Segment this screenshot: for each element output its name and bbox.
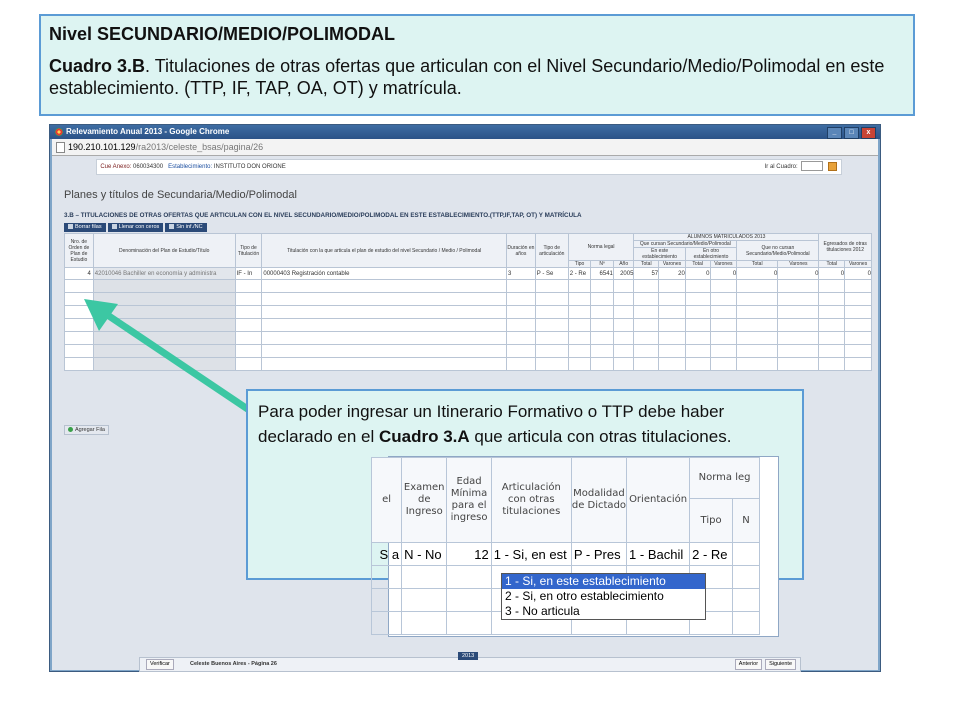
inset-cell-tipo[interactable]: 2 - Re <box>690 543 733 566</box>
cell-tipo-articulacion[interactable]: P - Se <box>535 268 568 280</box>
empty-cell[interactable] <box>845 293 872 306</box>
empty-cell[interactable] <box>568 358 591 371</box>
empty-cell[interactable] <box>737 332 778 345</box>
empty-cell[interactable] <box>819 332 845 345</box>
empty-cell[interactable] <box>535 358 568 371</box>
empty-cell[interactable] <box>93 345 235 358</box>
empty-cell[interactable] <box>568 293 591 306</box>
empty-cell[interactable] <box>235 319 262 332</box>
empty-cell[interactable] <box>778 280 819 293</box>
callout-text: Para poder ingresar un Itinerario Formativo o TTP debe haber declarado en el Cuadro 3.A que articula con otras titulaciones. <box>258 402 732 446</box>
previous-button[interactable]: Anterior <box>735 659 762 670</box>
col-nro-norma: Nº <box>591 261 614 268</box>
inset-cell-orientacion[interactable]: 1 - Bachil <box>627 543 690 566</box>
col-en-este: En este establecimiento <box>634 248 685 261</box>
col-nro: Nro. de Orden de Plan de Estudio <box>65 234 94 268</box>
empty-cell[interactable] <box>685 306 710 319</box>
empty-cell[interactable] <box>93 293 235 306</box>
table-toolbar <box>64 223 209 232</box>
cell-nro-norma[interactable]: 6541 <box>591 268 614 280</box>
page-title: Planes y títulos de Secundaria/Medio/Polimodal <box>64 189 297 201</box>
footer-page-label: Celeste Buenos Aires - Página 26 <box>190 661 277 667</box>
inset-col-edad: Edad Mínima para el ingreso <box>447 458 491 543</box>
empty-cell[interactable] <box>65 293 94 306</box>
empty-cell[interactable] <box>262 358 507 371</box>
cell-value[interactable]: 57 <box>634 268 659 280</box>
inset-col-modalidad: Modalidad de Dictado <box>571 458 626 543</box>
col-varones: Varones <box>710 261 737 268</box>
year-badge: 2013 <box>458 652 478 660</box>
empty-cell[interactable] <box>535 345 568 358</box>
option-si-otro[interactable]: 2 - Si, en otro establecimiento <box>505 589 664 603</box>
empty-cell[interactable] <box>507 332 536 345</box>
empty-cell[interactable] <box>535 306 568 319</box>
col-alumnos: ALUMNOS MATRICULADOS 2013 <box>634 234 819 241</box>
empty-cell[interactable] <box>819 319 845 332</box>
col-tipo-titulacion: Tipo de Titulación <box>235 234 262 268</box>
cell-value[interactable]: 20 <box>659 268 686 280</box>
verify-button[interactable]: Verificar <box>146 659 174 670</box>
empty-cell[interactable] <box>235 306 262 319</box>
inset-cell-cut[interactable]: S a <box>372 543 402 566</box>
empty-cell[interactable] <box>737 345 778 358</box>
window-titlebar <box>50 125 880 139</box>
empty-cell[interactable] <box>659 280 686 293</box>
empty-cell[interactable] <box>568 280 591 293</box>
empty-cell[interactable] <box>634 319 659 332</box>
empty-cell[interactable] <box>634 332 659 345</box>
empty-cell[interactable] <box>591 319 614 332</box>
option-no-articula[interactable]: 3 - No articula <box>505 604 580 618</box>
empty-cell[interactable] <box>710 319 737 332</box>
empty-cell[interactable] <box>613 332 634 345</box>
col-anio: Año <box>613 261 634 268</box>
goto-input[interactable] <box>801 161 823 171</box>
empty-rows <box>65 280 872 371</box>
page-footer <box>139 653 801 672</box>
empty-cell[interactable] <box>235 345 262 358</box>
empty-cell[interactable] <box>819 280 845 293</box>
goto-cuadro <box>765 160 837 174</box>
empty-row[interactable] <box>65 358 872 371</box>
inset-col-n: N <box>732 499 759 543</box>
inset-col-norma: Norma leg <box>690 458 760 499</box>
empty-cell[interactable] <box>737 280 778 293</box>
option-si-este[interactable]: 1 - Si, en este establecimiento <box>502 574 705 589</box>
cell-tipo[interactable]: 2 - Re <box>568 268 591 280</box>
inset-cell-edad[interactable]: 12 <box>447 543 491 566</box>
empty-cell[interactable] <box>737 306 778 319</box>
empty-cell[interactable] <box>710 358 737 371</box>
empty-cell[interactable] <box>737 319 778 332</box>
empty-cell[interactable] <box>778 319 819 332</box>
inset-cell-examen[interactable]: N - No <box>402 543 447 566</box>
empty-cell[interactable] <box>507 280 536 293</box>
empty-cell[interactable] <box>845 319 872 332</box>
inset-col-orientacion: Orientación <box>627 458 690 543</box>
empty-cell[interactable] <box>685 358 710 371</box>
empty-cell[interactable] <box>507 319 536 332</box>
empty-cell[interactable] <box>613 293 634 306</box>
delete-icon <box>68 224 73 229</box>
empty-cell[interactable] <box>737 358 778 371</box>
titulaciones-table <box>64 233 872 371</box>
empty-cell[interactable] <box>591 345 614 358</box>
empty-cell[interactable] <box>93 332 235 345</box>
empty-cell[interactable] <box>262 280 507 293</box>
empty-cell[interactable] <box>568 332 591 345</box>
empty-cell[interactable] <box>65 345 94 358</box>
empty-cell[interactable] <box>93 358 235 371</box>
empty-cell[interactable] <box>634 306 659 319</box>
empty-cell[interactable] <box>591 358 614 371</box>
empty-row[interactable] <box>65 293 872 306</box>
inset-col-articulacion: Articulación con otras titulaciones <box>491 458 571 543</box>
empty-cell[interactable] <box>845 280 872 293</box>
empty-cell[interactable] <box>659 319 686 332</box>
cell-tipo-titulacion[interactable]: IF - In <box>235 268 262 280</box>
empty-cell[interactable] <box>507 345 536 358</box>
empty-cell[interactable] <box>93 306 235 319</box>
page-icon <box>56 142 65 153</box>
empty-cell[interactable] <box>262 319 507 332</box>
empty-cell[interactable] <box>235 332 262 345</box>
col-denominacion: Denominación del Plan de Estudio/Título <box>93 234 235 268</box>
empty-cell[interactable] <box>591 293 614 306</box>
empty-cell[interactable] <box>507 306 536 319</box>
empty-cell[interactable] <box>685 280 710 293</box>
chrome-icon <box>55 128 63 136</box>
empty-cell[interactable] <box>659 332 686 345</box>
empty-cell[interactable] <box>819 306 845 319</box>
empty-cell[interactable] <box>262 332 507 345</box>
plus-icon <box>68 427 73 432</box>
empty-cell[interactable] <box>235 293 262 306</box>
inset-cell-n[interactable] <box>732 543 759 566</box>
estab-value: INSTITUTO DON ORIONE <box>213 164 286 170</box>
close-button[interactable]: x <box>861 127 876 139</box>
empty-row[interactable] <box>65 345 872 358</box>
address-bar[interactable] <box>52 139 878 156</box>
col-total: Total <box>634 261 659 268</box>
cell-value[interactable]: 0 <box>710 268 737 280</box>
empty-cell[interactable] <box>659 306 686 319</box>
minimize-button[interactable]: _ <box>827 127 842 139</box>
window-title: Relevamiento Anual 2013 - Google Chrome <box>66 127 230 136</box>
empty-cell[interactable] <box>535 293 568 306</box>
cell-anio[interactable]: 2005 <box>613 268 634 280</box>
empty-cell[interactable] <box>778 306 819 319</box>
col-total: Total <box>819 261 845 268</box>
goto-button[interactable] <box>828 162 837 171</box>
table-row[interactable] <box>65 268 872 280</box>
empty-cell[interactable] <box>591 332 614 345</box>
empty-cell[interactable] <box>591 306 614 319</box>
empty-row[interactable] <box>65 306 872 319</box>
col-total: Total <box>737 261 778 268</box>
empty-cell[interactable] <box>659 358 686 371</box>
empty-cell[interactable] <box>93 280 235 293</box>
empty-cell[interactable] <box>778 358 819 371</box>
inset-col-examen: Examen de Ingreso <box>402 458 447 543</box>
empty-cell[interactable] <box>634 358 659 371</box>
empty-cell[interactable] <box>710 293 737 306</box>
col-varones: Varones <box>659 261 686 268</box>
col-norma-legal: Norma legal <box>568 234 634 261</box>
fill-zeros-button[interactable]: Llenar con ceros <box>108 223 164 232</box>
empty-cell[interactable] <box>778 332 819 345</box>
empty-cell[interactable] <box>845 306 872 319</box>
url-text[interactable]: 190.210.101.129/ra2013/celeste_bsas/pagina/26 <box>68 142 264 152</box>
col-no-cursan: Que no cursan Secundario/Medio/Polimodal <box>737 241 819 261</box>
empty-cell[interactable] <box>819 293 845 306</box>
empty-row[interactable] <box>65 319 872 332</box>
inset-col-cut: el <box>372 458 402 543</box>
inset-col-tipo: Tipo <box>690 499 733 543</box>
empty-cell[interactable] <box>685 332 710 345</box>
establishment-header <box>96 159 842 175</box>
add-row-button[interactable]: Agregar Fila <box>64 425 109 435</box>
empty-cell[interactable] <box>613 280 634 293</box>
empty-cell[interactable] <box>685 293 710 306</box>
inset-cell-articulacion[interactable]: 1 - Si, en est <box>491 543 571 566</box>
empty-cell[interactable] <box>845 358 872 371</box>
empty-cell[interactable] <box>535 332 568 345</box>
inset-row[interactable] <box>372 543 760 566</box>
empty-cell[interactable] <box>235 358 262 371</box>
cell-value[interactable]: 0 <box>778 268 819 280</box>
cell-value[interactable]: 0 <box>737 268 778 280</box>
callout-bold: Cuadro 3.A <box>378 427 470 446</box>
empty-cell[interactable] <box>535 319 568 332</box>
col-varones: Varones <box>845 261 872 268</box>
empty-cell[interactable] <box>613 358 634 371</box>
empty-cell[interactable] <box>613 345 634 358</box>
empty-cell[interactable] <box>613 319 634 332</box>
empty-cell[interactable] <box>507 358 536 371</box>
empty-cell[interactable] <box>634 280 659 293</box>
delete-rows-button[interactable]: Borrar filas <box>64 223 106 232</box>
estab-label: Establecimiento: <box>168 164 213 170</box>
cell-duracion[interactable]: 3 <box>507 268 536 280</box>
col-duracion: Duración en años <box>507 234 536 268</box>
level-heading: Nivel SECUNDARIO/MEDIO/POLIMODAL <box>49 24 396 44</box>
cuadro-caption-bold: Cuadro 3.B <box>49 56 146 76</box>
cuadro-caption <box>49 55 905 99</box>
empty-cell[interactable] <box>235 280 262 293</box>
instruction-box <box>39 14 915 116</box>
empty-cell[interactable] <box>819 345 845 358</box>
next-button[interactable]: Siguiente <box>765 659 796 670</box>
empty-cell[interactable] <box>778 293 819 306</box>
col-cursan: Que cursan Secundario/Medio/Polimodal <box>634 241 737 248</box>
empty-cell[interactable] <box>634 293 659 306</box>
cell-value[interactable]: 0 <box>845 268 872 280</box>
empty-cell[interactable] <box>710 306 737 319</box>
empty-cell[interactable] <box>262 345 507 358</box>
empty-cell[interactable] <box>819 358 845 371</box>
cell-denominacion[interactable]: 42010046 Bachiller en economía y administra <box>93 268 235 280</box>
section-title: 3.B – TITULACIONES DE OTRAS OFERTAS QUE ARTICULAN CON EL NIVEL SECUNDARIO/MEDIO/POLIMODAL EN ESTE ESTABLECIMIENTO.(TTP,IF,TAP, OT) Y MATRÍCULA <box>64 212 582 219</box>
empty-cell[interactable] <box>778 345 819 358</box>
empty-cell[interactable] <box>262 293 507 306</box>
empty-cell[interactable] <box>65 358 94 371</box>
empty-cell[interactable] <box>710 280 737 293</box>
empty-cell[interactable] <box>568 319 591 332</box>
col-en-otro: En otro establecimiento <box>685 248 736 261</box>
empty-cell[interactable] <box>591 280 614 293</box>
empty-cell[interactable] <box>845 345 872 358</box>
empty-cell[interactable] <box>262 306 507 319</box>
no-info-button[interactable]: Sin inf./NC <box>165 223 206 232</box>
col-tipo-articulacion: Tipo de articulación <box>535 234 568 268</box>
empty-cell[interactable] <box>65 280 94 293</box>
cue-value: 060034300 <box>133 164 164 170</box>
empty-cell[interactable] <box>568 345 591 358</box>
empty-cell[interactable] <box>507 293 536 306</box>
zero-icon <box>112 224 117 229</box>
maximize-button[interactable]: □ <box>844 127 859 139</box>
goto-label: Ir al Cuadro: <box>764 164 798 170</box>
empty-row[interactable] <box>65 332 872 345</box>
empty-cell[interactable] <box>845 332 872 345</box>
col-titulacion: Titulación con la que articula el plan de estudio del nivel Secundario / Medio / Polimodal <box>262 234 507 268</box>
empty-cell[interactable] <box>685 319 710 332</box>
empty-cell[interactable] <box>634 345 659 358</box>
empty-cell[interactable] <box>659 345 686 358</box>
empty-cell[interactable] <box>65 319 94 332</box>
empty-cell[interactable] <box>710 345 737 358</box>
empty-cell[interactable] <box>710 332 737 345</box>
col-varones: Varones <box>778 261 819 268</box>
col-tipo: Tipo <box>568 261 591 268</box>
cell-titulacion[interactable]: 00000403 Registración contable <box>262 268 507 280</box>
empty-cell[interactable] <box>93 319 235 332</box>
cuadro-caption-text: . Titulaciones de otras ofertas que articulan con el Nivel Secundario/Medio/Polimodal en este establecimiento. (TTP, IF, TAP, OA, OT) y matrícula. <box>49 56 885 98</box>
empty-cell[interactable] <box>685 345 710 358</box>
articulacion-dropdown[interactable] <box>501 573 706 620</box>
empty-cell[interactable] <box>568 306 591 319</box>
cell-value[interactable]: 0 <box>819 268 845 280</box>
empty-cell[interactable] <box>65 332 94 345</box>
empty-row[interactable] <box>65 280 872 293</box>
col-total: Total <box>685 261 710 268</box>
cue-label: Cue Anexo: <box>100 164 132 170</box>
cell-nro[interactable]: 4 <box>65 268 94 280</box>
inset-cell-modalidad[interactable]: P - Pres <box>571 543 626 566</box>
cell-value[interactable]: 0 <box>685 268 710 280</box>
empty-cell[interactable] <box>737 293 778 306</box>
empty-cell[interactable] <box>65 306 94 319</box>
empty-cell[interactable] <box>613 306 634 319</box>
empty-cell[interactable] <box>535 280 568 293</box>
noinfo-icon <box>169 224 174 229</box>
col-egresados: Egresados de otras titulaciones 2012 <box>819 234 872 261</box>
empty-cell[interactable] <box>659 293 686 306</box>
